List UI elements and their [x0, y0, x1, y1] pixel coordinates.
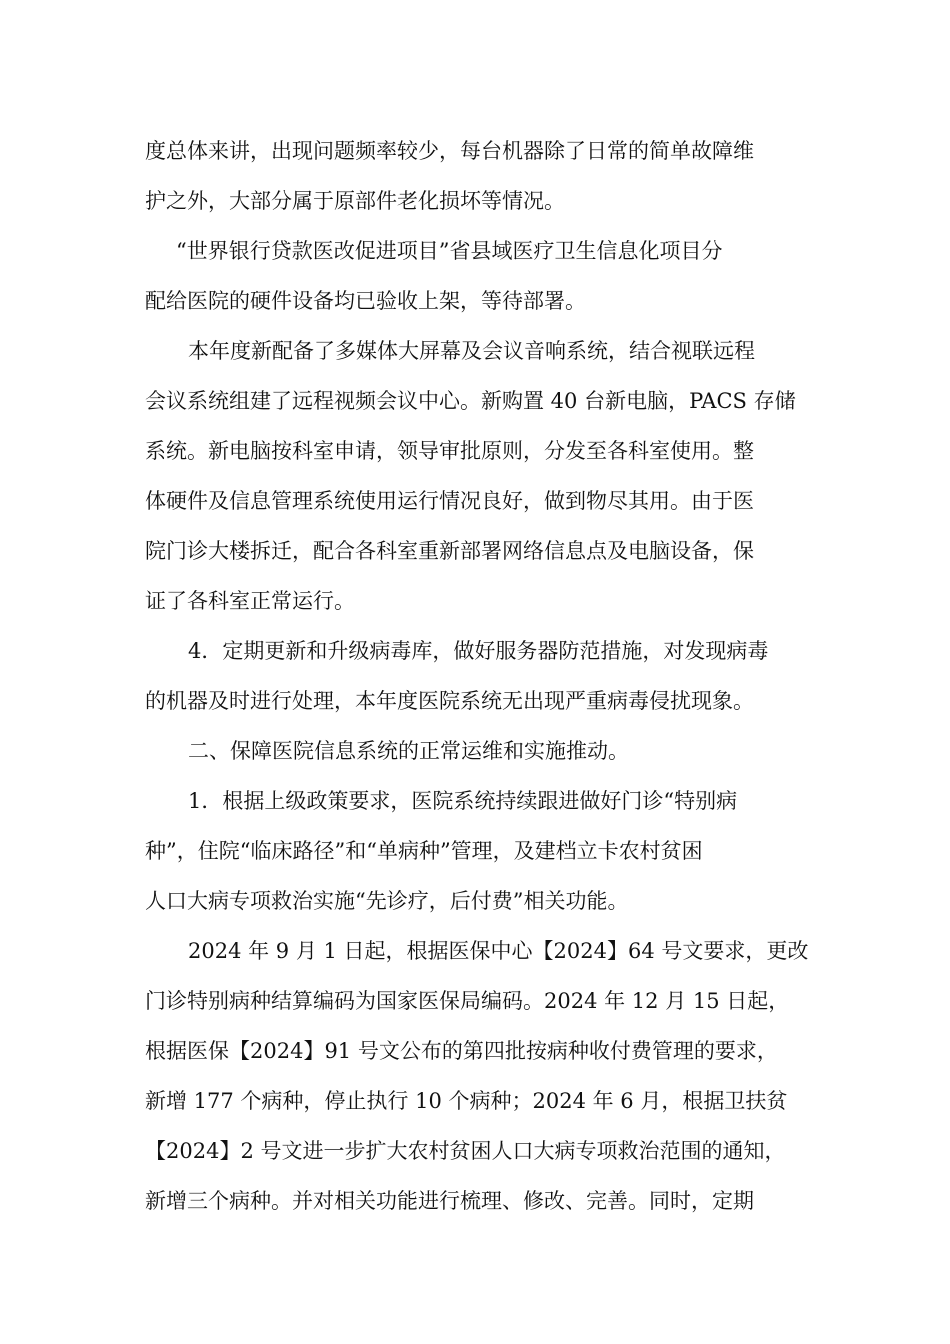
text-line: 护之外，大部分属于原部件老化损坏等情况。: [145, 189, 565, 213]
text-line: 体硬件及信息管理系统使用运行情况良好，做到物尽其用。由于医: [145, 489, 754, 513]
text-line: 配给医院的硬件设备均已验收上架，等待部署。: [145, 289, 586, 313]
text-line: 4．定期更新和升级病毒库，做好服务器防范措施，对发现病毒: [188, 639, 769, 663]
text-line: 1．根据上级政策要求，医院系统持续跟进做好门诊“特别病: [188, 789, 738, 813]
text-line: 证了各科室正常运行。: [145, 589, 355, 613]
text-line: 度总体来讲，出现问题频率较少，每台机器除了日常的简单故障维: [145, 139, 754, 163]
section-heading: 二、保障医院信息系统的正常运维和实施推动。: [188, 739, 629, 763]
text-line: 新增 177 个病种，停止执行 10 个病种；2024 年 6 月，根据卫扶贫: [145, 1089, 788, 1113]
text-line: 人口大病专项救治实施“先诊疗，后付费”相关功能。: [145, 889, 629, 913]
text-line: 种”，住院“临床路径”和“单病种”管理，及建档立卡农村贫困: [145, 839, 703, 863]
text-line: 根据医保【2024】91 号文公布的第四批按病种收付费管理的要求，: [145, 1039, 778, 1063]
text-line: 2024 年 9 月 1 日起，根据医保中心【2024】64 号文要求，更改: [188, 939, 809, 963]
text-line: 会议系统组建了远程视频会议中心。新购置 40 台新电脑，PACS 存储: [145, 389, 796, 413]
text-line: 本年度新配备了多媒体大屏幕及会议音响系统，结合视联远程: [188, 339, 755, 363]
text-line: 的机器及时进行处理，本年度医院系统无出现严重病毒侵扰现象。: [145, 689, 754, 713]
text-line: 系统。新电脑按科室申请，领导审批原则，分发至各科室使用。整: [145, 439, 754, 463]
text-line: 门诊特别病种结算编码为国家医保局编码。2024 年 12 月 15 日起，: [145, 989, 790, 1013]
text-line: “世界银行贷款医改促进项目”省县域医疗卫生信息化项目分: [176, 239, 723, 263]
text-line: 新增三个病种。并对相关功能进行梳理、修改、完善。同时，定期: [145, 1189, 754, 1213]
text-line: 院门诊大楼拆迁，配合各科室重新部署网络信息点及电脑设备，保: [145, 539, 754, 563]
text-line: 【2024】2 号文进一步扩大农村贫困人口大病专项救治范围的通知，: [145, 1139, 786, 1163]
